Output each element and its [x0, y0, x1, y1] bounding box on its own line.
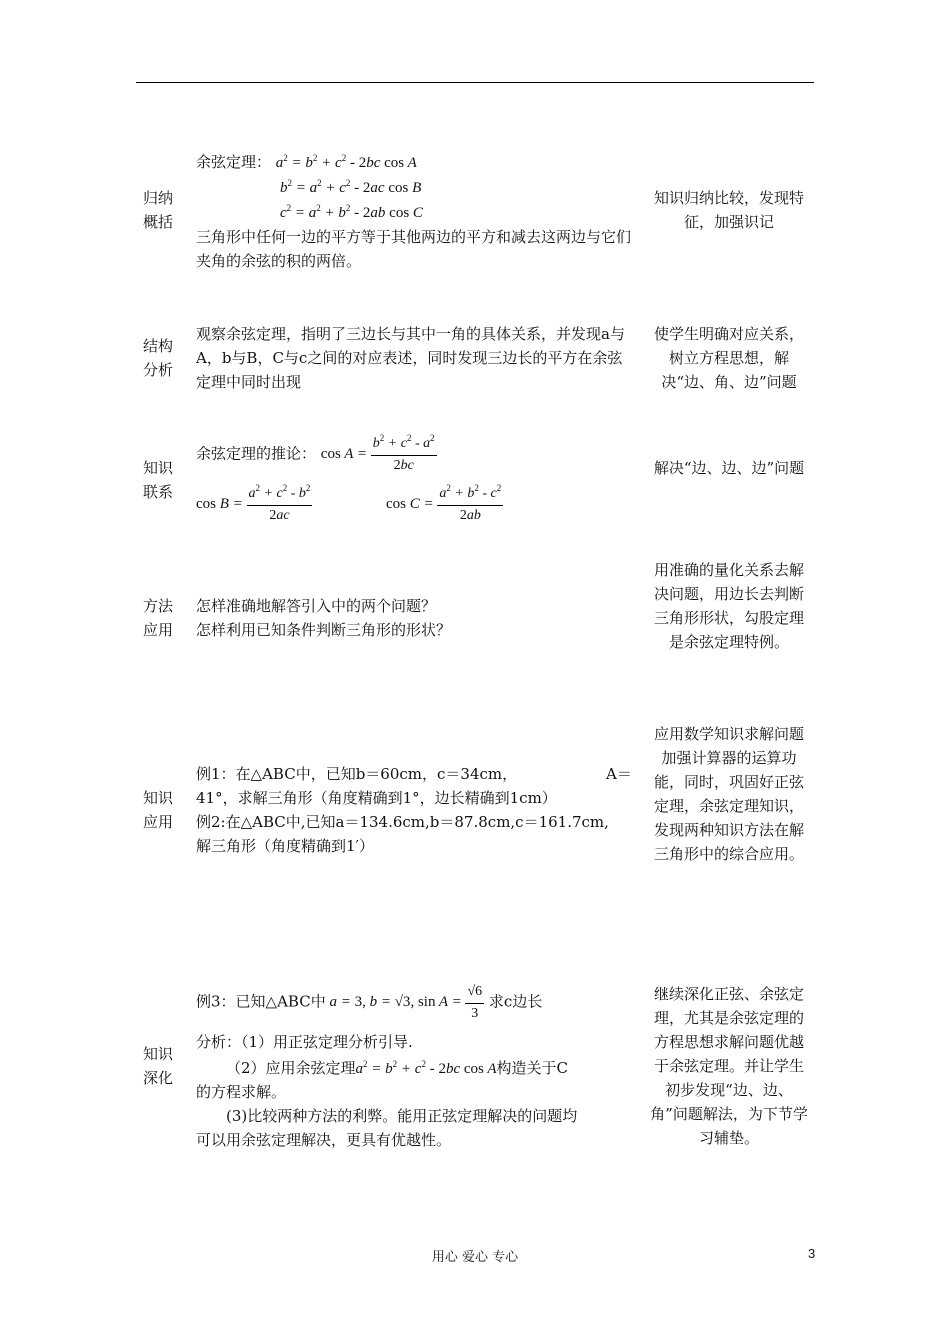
analysis-line4: (3)比较两种方法的利弊。能用正弦定理解决的问题均	[226, 1107, 578, 1125]
row-note-deepening: 继续深化正弦、余弦定理，尤其是余弦定理的方程思想求解问题优越于余弦定理。并让学生初步发现“边、边、角”问题解法，为下节学习辅垫。	[650, 985, 808, 1147]
example-3-condition: a = 3, b = √3, sin A = $\frac{√6}{3}$	[325, 984, 483, 1021]
row-label-deepening: 知识深化	[142, 1045, 173, 1087]
row-label-structure: 结构分析	[142, 337, 173, 379]
example-3-suffix: 求c边长	[488, 992, 543, 1011]
example-3-prefix: 例3：已知△ABC中	[196, 992, 326, 1011]
example-3	[196, 982, 542, 1024]
method-question-2: 怎样利用已知条件判断三角形的形状？	[196, 621, 452, 639]
row-label-connection: 知识联系	[142, 459, 173, 501]
analysis-step-2-suffix: 构造关于C	[496, 1059, 569, 1077]
row-note-structure: 使学生明确对应关系，树立方程思想，解决“边、角、边”问题	[653, 325, 804, 391]
row-note-method: 用准确的量化关系去解决问题，用边长去判断三角形形状，勾股定理是余弦定理特例。	[653, 561, 804, 651]
cosine-law-formulas	[196, 150, 417, 175]
page-footer: 用心 爱心 专心	[431, 1250, 519, 1265]
method-question-1: 怎样准确地解答引入中的两个问题？	[196, 597, 437, 615]
row-label-induction: 归纳概括	[142, 189, 173, 231]
analysis-line5: 可以用余弦定理解决，更具有优越性。	[196, 1131, 452, 1149]
analysis-line3: 的方程求解。	[196, 1083, 287, 1101]
formula-a: $a^2 = b^2 + c^2 - 2bc$ cos A	[275, 153, 417, 171]
row-note-connection: 解决“边、边、边”问题	[653, 459, 805, 477]
analysis-line1	[196, 1030, 413, 1054]
row-label-application: 知识应用	[142, 789, 173, 831]
analysis-step-1: （1）用正弦定理分析引导.	[241, 1033, 413, 1051]
formula-label: 余弦定理：	[196, 153, 272, 171]
page-number: 3	[808, 1246, 816, 1261]
example-1-line2: 41°，求解三角形（角度精确到1°，边长精确到1cm）	[196, 789, 557, 807]
formula-c: $c^2 = a^2 + b^2 - 2ab$ cos C	[280, 203, 423, 221]
cosB-formula: cos B = $\frac{a^2 + c^2 - b^2}{2ac}$	[196, 483, 311, 523]
cosine-law-statement: 三角形中任何一边的平方等于其他两边的平方和减去这两边与它们夹角的余弦的积的两倍。	[196, 228, 632, 270]
example-2-line1: 例2:在△ABC中,已知a＝134.6cm,b＝87.8cm,c＝161.7cm,	[196, 813, 609, 831]
row-note-application: 应用数学知识求解问题加强计算器的运算功能，同时，巩固好正弦定理，余弦定理知识，发现两种知识方法在解三角形中的综合应用。	[653, 725, 804, 863]
analysis-line2	[226, 1056, 568, 1081]
cosC-formula: cos C = $\frac{a^2 + b^2 - c^2}{2ab}$	[386, 483, 502, 523]
corollary-line1	[196, 434, 437, 476]
example-2-line2: 解三角形（角度精确到1′）	[196, 837, 374, 855]
header-rule	[136, 82, 814, 83]
example-1-line1: 例1：在△ABC中，已知b＝60cm，c＝34cm，	[196, 765, 518, 783]
corollary-label: 余弦定理的推论：	[196, 444, 317, 463]
example-1-angle: A＝	[606, 765, 632, 783]
formula-b: $b^2 = a^2 + c^2 - 2ac$ cos B	[280, 178, 422, 196]
row-note-induction: 知识归纳比较，发现特征，加强识记	[653, 189, 804, 231]
row-label-method: 方法应用	[142, 597, 173, 639]
structure-text: 观察余弦定理，指明了三边长与其中一角的具体关系，并发现a与A，b与B，C与c之间的对应表述，同时发现三边长的平方在余弦定理中同时出现	[196, 325, 625, 391]
analysis-step-2-prefix: （2）应用余弦定理	[226, 1059, 356, 1077]
cosA-formula: cos A = $\frac{b^2 + c^2 - a^2}{2bc}$	[320, 433, 435, 473]
analysis-formula: $a^2 = b^2 + c^2 - 2bc$ cos A	[355, 1059, 497, 1077]
analysis-label: 分析：	[196, 1033, 242, 1051]
